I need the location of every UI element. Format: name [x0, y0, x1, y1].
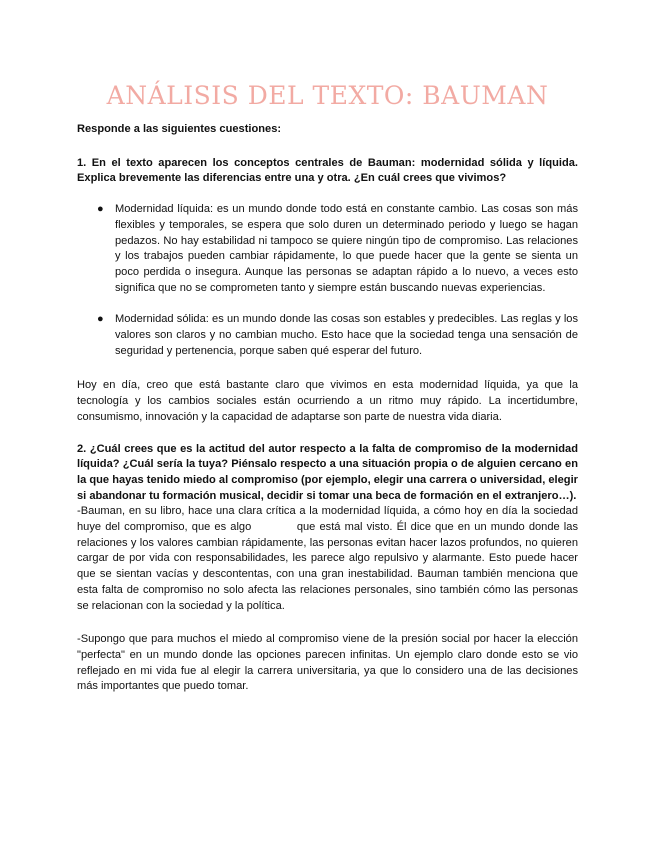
bullet-text: Modernidad sólida: es un mundo donde las cosas son estables y predecibles. Las reglas y los valores son claros y no cambian mucho. Esto hace que la sociedad tenga una sensación de seguridad y pertenencia, porque saben qué esperar del futuro.: [115, 313, 578, 357]
answer-2-paragraph-2: -Supongo que para muchos el miedo al compromiso viene de la presión social por hacer la elección "perfecta" en un mundo donde las opciones parecen infinitas. Un ejemplo claro donde esto se vio reflejado en mi vida fue al elegir la carrera universitaria, ya que lo considero una de las decisiones más importantes que puedo tomar.: [77, 633, 578, 693]
document-title: ANÁLISIS DEL TEXTO: BAUMAN: [106, 81, 549, 110]
answer-1-conclusion: Hoy en día, creo que está bastante claro que vivimos en esta modernidad líquida, ya que la tecnología y los cambios sociales están ocurriendo a un ritmo muy rápido. La incertidumbre, consumismo, innovación y la capacidad de adaptarse son parte de nuestra vida diaria.: [77, 379, 578, 423]
question-1: 1. En el texto aparecen los conceptos centrales de Bauman: modernidad sólida y líquida. Explica brevemente las diferencias entre una y otra. ¿En cuál crees que vivimos?: [77, 156, 578, 185]
instructions: Responde a las siguientes cuestiones:: [77, 123, 282, 135]
bullet-dot-icon: ●: [97, 313, 104, 326]
answer-2-paragraph-1: -Bauman, en su libro, hace una clara crítica a la modernidad líquida, a cómo hoy en día la sociedad huye del compromiso, que es algo que está mal visto. Él dice que en un mundo donde las relaciones y los valores cambian rápidamente, las personas evitan hacer lazos profundos, no quieren cargar de por vida con responsabilidades, les parece algo repulsivo y alarmante. Esto puede hacer que se sientan vacías y descontentas, con una gran inestabilidad. Bauman también menciona que esta falta de compromiso no solo afecta las relaciones personales, sino también cómo las personas se relacionan con la sociedad y la política.: [77, 505, 582, 612]
bullet-solid-modernity: [77, 312, 578, 359]
bullet-liquid-modernity: [77, 202, 578, 296]
bullet-dot-icon: ●: [97, 203, 104, 216]
answer-1-bullet-list: [77, 202, 578, 359]
question-2: 2. ¿Cuál crees que es la actitud del autor respecto a la falta de compromiso de la modernidad líquida? ¿Cuál sería la tuya? Piénsalo respecto a una situación propia o de alguien cercano en la que hayas tenido miedo al compromiso (por ejemplo, elegir una carrera o universidad, elegir si abandonar tu formación musical, decidir si tomar una beca de formación en el extranjero…).: [77, 442, 578, 502]
bullet-text: Modernidad líquida: es un mundo donde todo está en constante cambio. Las cosas son más flexibles y temporales, se espera que solo duren un determinado periodo y luego se hagan pedazos. No hay estabilidad ni tampoco se quiere ningún tipo de compromiso. Las relaciones y los trabajos pueden cambiar rápidamente, lo que puede hacer que la gente se sienta un poco perdida o insegura. Aunque las personas se adaptan rápido a lo nuevo, a veces esto significa que no se comprometen tanto y siempre están buscando nuevas experiencias.: [115, 203, 578, 294]
